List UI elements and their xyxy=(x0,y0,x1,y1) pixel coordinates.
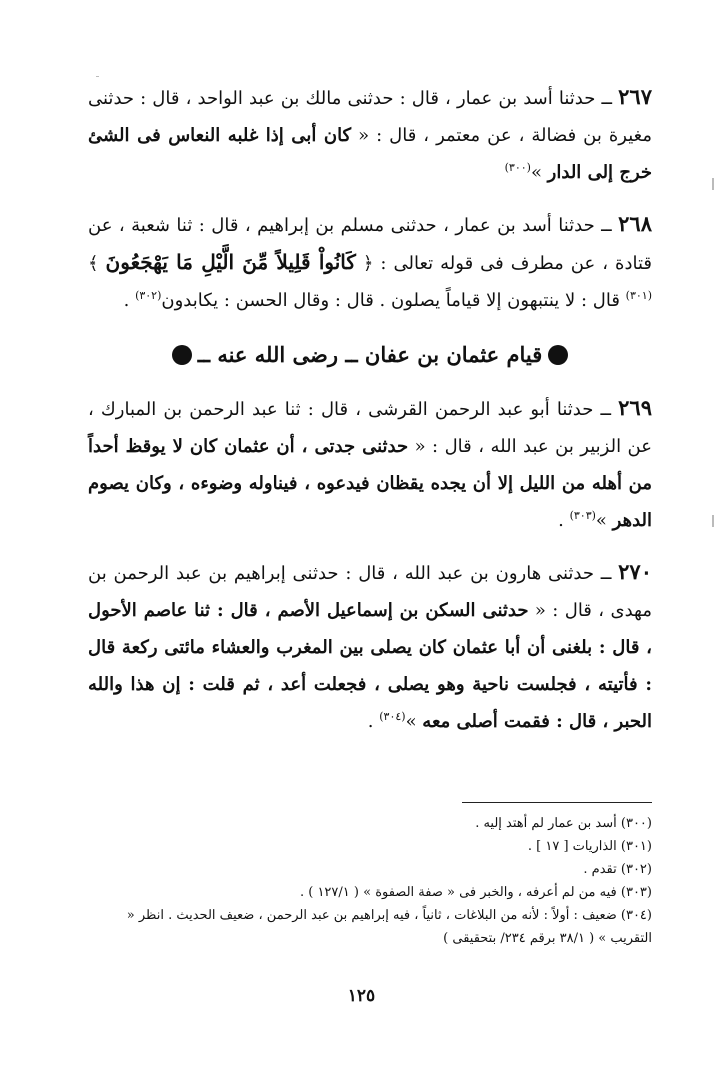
page-body xyxy=(88,78,652,740)
isnad-text: ــ حدثنى هارون بن عبد الله ، قال : حدثنى إبراهيم بن عبد الرحمن بن مهدى ، قال : « xyxy=(88,563,652,621)
footnote-ref: (٣٠٤) xyxy=(379,710,406,723)
footnote-ref: (٣٠٠) xyxy=(504,161,531,174)
page-number: ١٢٥ xyxy=(347,986,376,1006)
footnote-item: (٣٠٠) أسد بن عمار لم أهتد إليه . xyxy=(475,816,652,831)
section-heading-text: قيام عثمان بن عفان ــ رضى الله عنه ــ xyxy=(197,342,543,367)
matn-text: كان أبى إذا غلبه النعاس فى الشئ خرج إلى الدار xyxy=(88,125,652,183)
hadith-268 xyxy=(88,205,652,319)
bullet-icon xyxy=(172,345,192,365)
footnote-ref: (٣٠٢) xyxy=(135,289,162,302)
hadith-number: ٢٦٧ xyxy=(618,84,652,109)
scan-speck xyxy=(712,178,714,190)
hadith-267 xyxy=(88,78,652,191)
footnote-divider xyxy=(462,802,652,803)
quote-close: » xyxy=(595,510,613,531)
period: . xyxy=(367,711,380,732)
isnad-text: ــ حدثنا أسد بن عمار ، حدثنى مسلم بن إبراهيم ، قال : ثنا شعبة ، عن قتادة ، عن مطرف فى قوله تعالى : ﴿ xyxy=(88,215,652,274)
quote-close: » xyxy=(405,711,423,732)
scan-speck xyxy=(712,515,714,527)
commentary-text: قال : لا ينتبهون إلا قياماً يصلون . قال : وقال الحسن : يكابدون xyxy=(161,290,626,311)
hadith-270 xyxy=(88,553,652,740)
footnote-item: (٣٠٢) تقدم . xyxy=(583,862,652,877)
hadith-number: ٢٧٠ xyxy=(618,559,652,584)
period: . xyxy=(123,290,136,311)
footnote-ref: (٣٠١) xyxy=(625,289,652,302)
matn-text: حدثنى جدتى ، أن عثمان كان لا يوقظ أحداً من أهله من الليل إلا أن يجده يقظان فيدعوه ، فيناوله وضوءه ، وكان يصوم الدهر xyxy=(88,436,652,531)
footnote-ref: (٣٠٣) xyxy=(569,509,596,522)
isnad-text: ــ حدثنا أبو عبد الرحمن القرشى ، قال : ثنا عبد الرحمن بن المبارك ، عن الزبير بن عبد الله ، قال : « xyxy=(88,399,652,457)
scan-speck xyxy=(96,76,99,77)
footnote-item: (٣٠٣) فيه من لم أعرفه ، والخبر فى « صفة الصفوة » ( ١٢٧/١ ) . xyxy=(299,885,652,900)
isnad-text: ــ حدثنا أسد بن عمار ، قال : حدثنى مالك بن عبد الواحد ، قال : حدثنى مغيرة بن فضالة ، عن معتمر ، قال : « xyxy=(88,88,652,146)
hadith-number: ٢٦٨ xyxy=(618,211,652,236)
matn-text: حدثنى السكن بن إسماعيل الأصم ، قال : ثنا عاصم الأحول ، قال : بلغنى أن أبا عثمان كان يصلى بين المغرب والعشاء مائتى ركعة قال : فأتيته ، فجلست ناحية وهو يصلى ، فجعلت أعد ، ثم قلت : إن هذا والله الحبر ، قال : فقمت أصلى معه xyxy=(88,600,652,732)
quran-verse: كَانُواْ قَلِيلاً مِّنَ الَّيْلِ مَا يَهْجَعُونَ xyxy=(105,250,356,274)
hadith-number: ٢٦٩ xyxy=(618,395,652,420)
footnote-item: (٣٠١) الذاريات [ ١٧ ] . xyxy=(527,839,652,854)
hadith-269 xyxy=(88,389,652,539)
quote-close: ﴾ xyxy=(88,253,106,274)
bullet-icon xyxy=(548,345,568,365)
period: . xyxy=(558,510,570,531)
footnotes xyxy=(88,812,652,950)
section-heading xyxy=(88,337,652,373)
footnote-item: (٣٠٤) ضعيف : أولاً : لأنه من البلاغات ، ثانياً ، فيه إبراهيم بن عبد الرحمن ، ضعيف الحديث . انظر « التقريب » ( ٣٨/١ برقم ٢٣٤/ بتحقيقى ) xyxy=(126,908,652,946)
quote-close: » xyxy=(530,162,548,183)
